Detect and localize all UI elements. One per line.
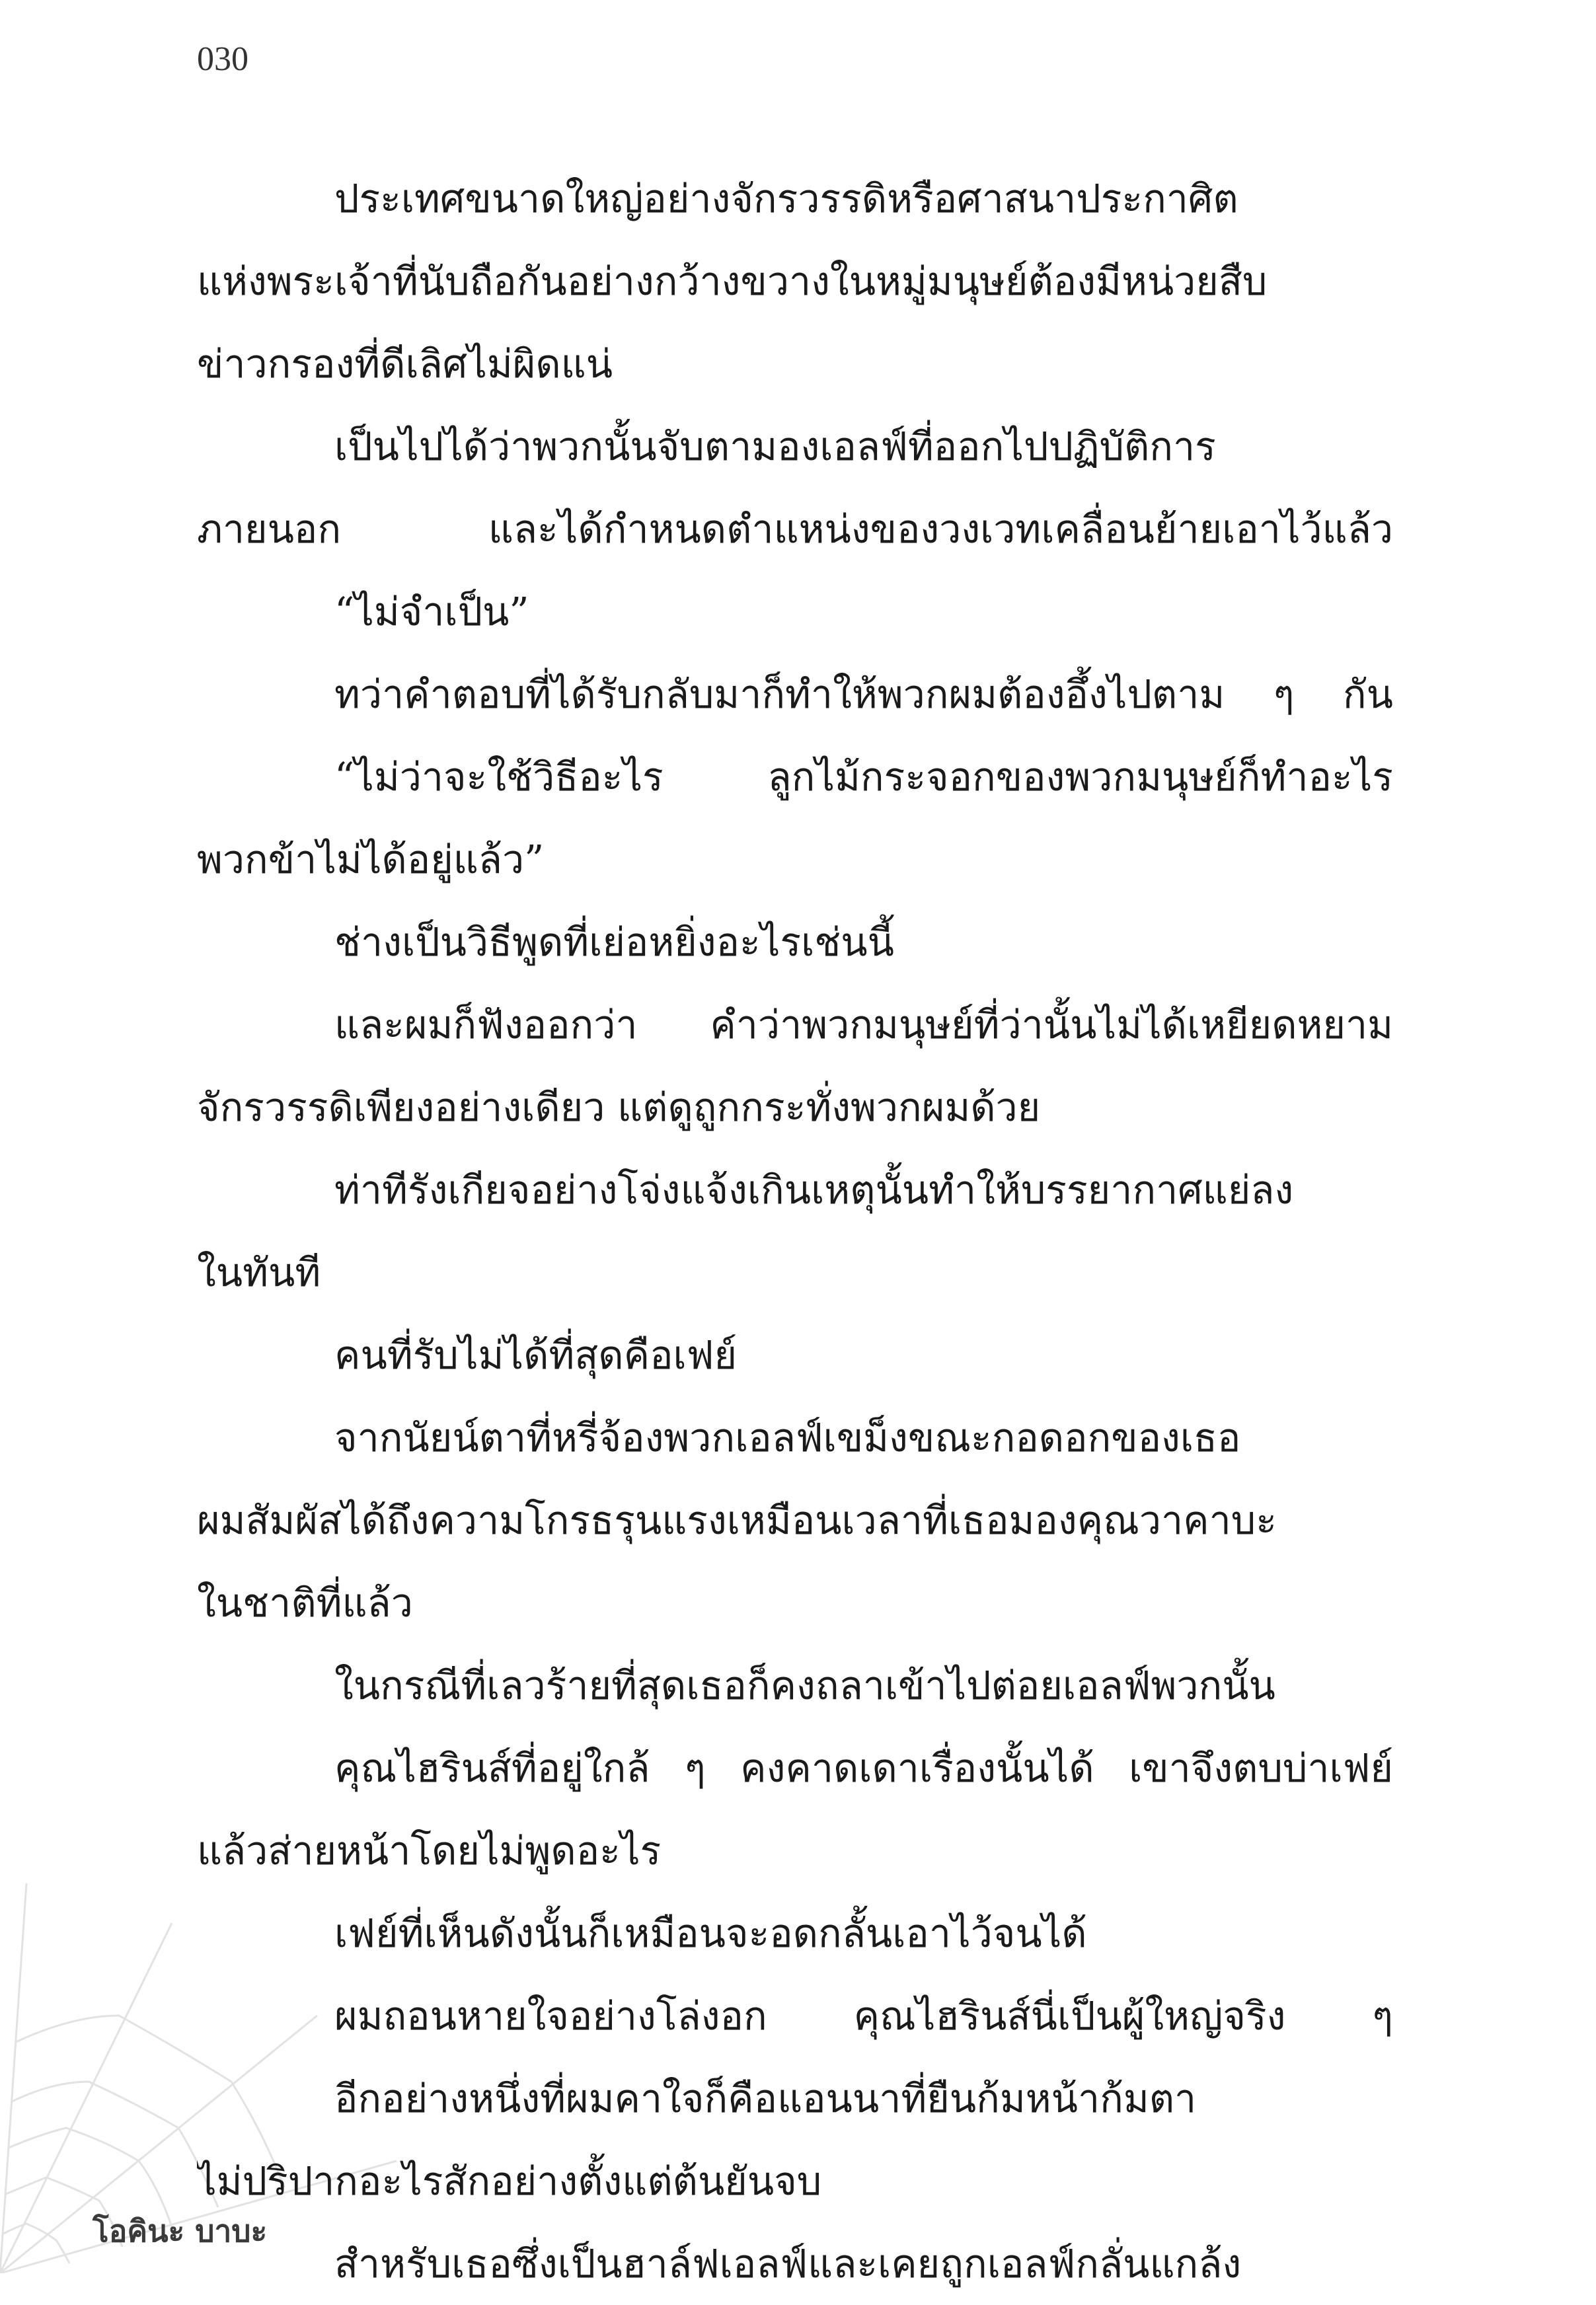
text-line: จากนัยน์ตาที่หรี่จ้องพวกเอลฟ์เขม็งขณะกอดอกของเธอ xyxy=(334,1415,1241,1460)
body-text xyxy=(197,157,1393,2305)
text-line: ทว่าคำตอบที่ได้รับกลับมาก็ทำให้พวกผมต้องอึ้งไปตาม ๆ กัน xyxy=(334,671,1393,717)
text-line: คุณไฮรินส์ที่อยู่ใกล้ ๆ คงคาดเดาเรื่องนั้นได้ เขาจึงตบบ่าเฟย์ xyxy=(334,1745,1393,1791)
text-line: ไม่ปริปากอะไรสักอย่างตั้งแต่ต้นยันจบ xyxy=(197,2158,822,2204)
text-line: สำหรับเธอซึ่งเป็นฮาล์ฟเอลฟ์และเคยถูกเอลฟ์กลั่นแกล้ง xyxy=(334,2241,1242,2286)
text-line: และผมก็ฟังออกว่า คำว่าพวกมนุษย์ที่ว่านั้นไม่ได้เหยียดหยาม xyxy=(334,1002,1393,1047)
text-line: แห่งพระเจ้าที่นับถือกันอย่างกว้างขวางในหมู่มนุษย์ต้องมีหน่วยสืบ xyxy=(197,258,1268,304)
text-line: ข่าวกรองที่ดีเลิศไม่ผิดแน่ xyxy=(197,341,613,387)
page-number: 030 xyxy=(197,40,248,78)
text-line: เป็นไปได้ว่าพวกนั้นจับตามองเอลฟ์ที่ออกไปปฏิบัติการ xyxy=(334,424,1216,469)
text-line: แล้วส่ายหน้าโดยไม่พูดอะไร xyxy=(197,1828,662,1873)
text-line: ภายนอก และได้กำหนดตำแหน่งของวงเวทเคลื่อนย้ายเอาไว้แล้ว xyxy=(197,506,1393,552)
text-line: ในชาติที่แล้ว xyxy=(197,1580,413,1626)
text-line: ช่างเป็นวิธีพูดที่เย่อหยิ่งอะไรเช่นนี้ xyxy=(334,919,894,965)
text-line: อีกอย่างหนึ่งที่ผมคาใจก็คือแอนนาที่ยืนก้มหน้าก้มตา xyxy=(334,2076,1197,2121)
text-line: จักรวรรดิเพียงอย่างเดียว แต่ดูถูกกระทั่งพวกผมด้วย xyxy=(197,1084,1041,1130)
text-line: ประเทศขนาดใหญ่อย่างจักรวรรดิหรือศาสนาประกาศิต xyxy=(334,176,1238,221)
text-line: ท่าทีรังเกียจอย่างโจ่งแจ้งเกินเหตุนั้นทำให้บรรยากาศแย่ลง xyxy=(334,1167,1294,1213)
text-line: “ไม่จำเป็น” xyxy=(334,589,529,634)
text-line: ในทันที xyxy=(197,1250,321,1295)
text-line: ในกรณีที่เลวร้ายที่สุดเธอก็คงถลาเข้าไปต่อยเอลฟ์พวกนั้น xyxy=(334,1663,1275,1708)
text-line: พวกข้าไม่ได้อยู่แล้ว” xyxy=(197,837,545,882)
text-line: ผมถอนหายใจอย่างโล่งอก คุณไฮรินส์นี่เป็นผู้ใหญ่จริง ๆ xyxy=(334,1993,1393,2039)
text-line: ผมสัมผัสได้ถึงความโกรธรุนแรงเหมือนเวลาที่เธอมองคุณวาคาบะ xyxy=(197,1497,1277,1543)
footer-author: โอคินะ บาบะ xyxy=(93,2213,268,2249)
text-line: เฟย์ที่เห็นดังนั้นก็เหมือนจะอดกลั้นเอาไว้จนได้ xyxy=(334,1910,1087,1956)
text-line: “ไม่ว่าจะใช้วิธีอะไร ลูกไม้กระจอกของพวกมนุษย์ก็ทำอะไร xyxy=(334,754,1393,800)
text-line: คนที่รับไม่ได้ที่สุดคือเฟย์ xyxy=(334,1332,738,1378)
